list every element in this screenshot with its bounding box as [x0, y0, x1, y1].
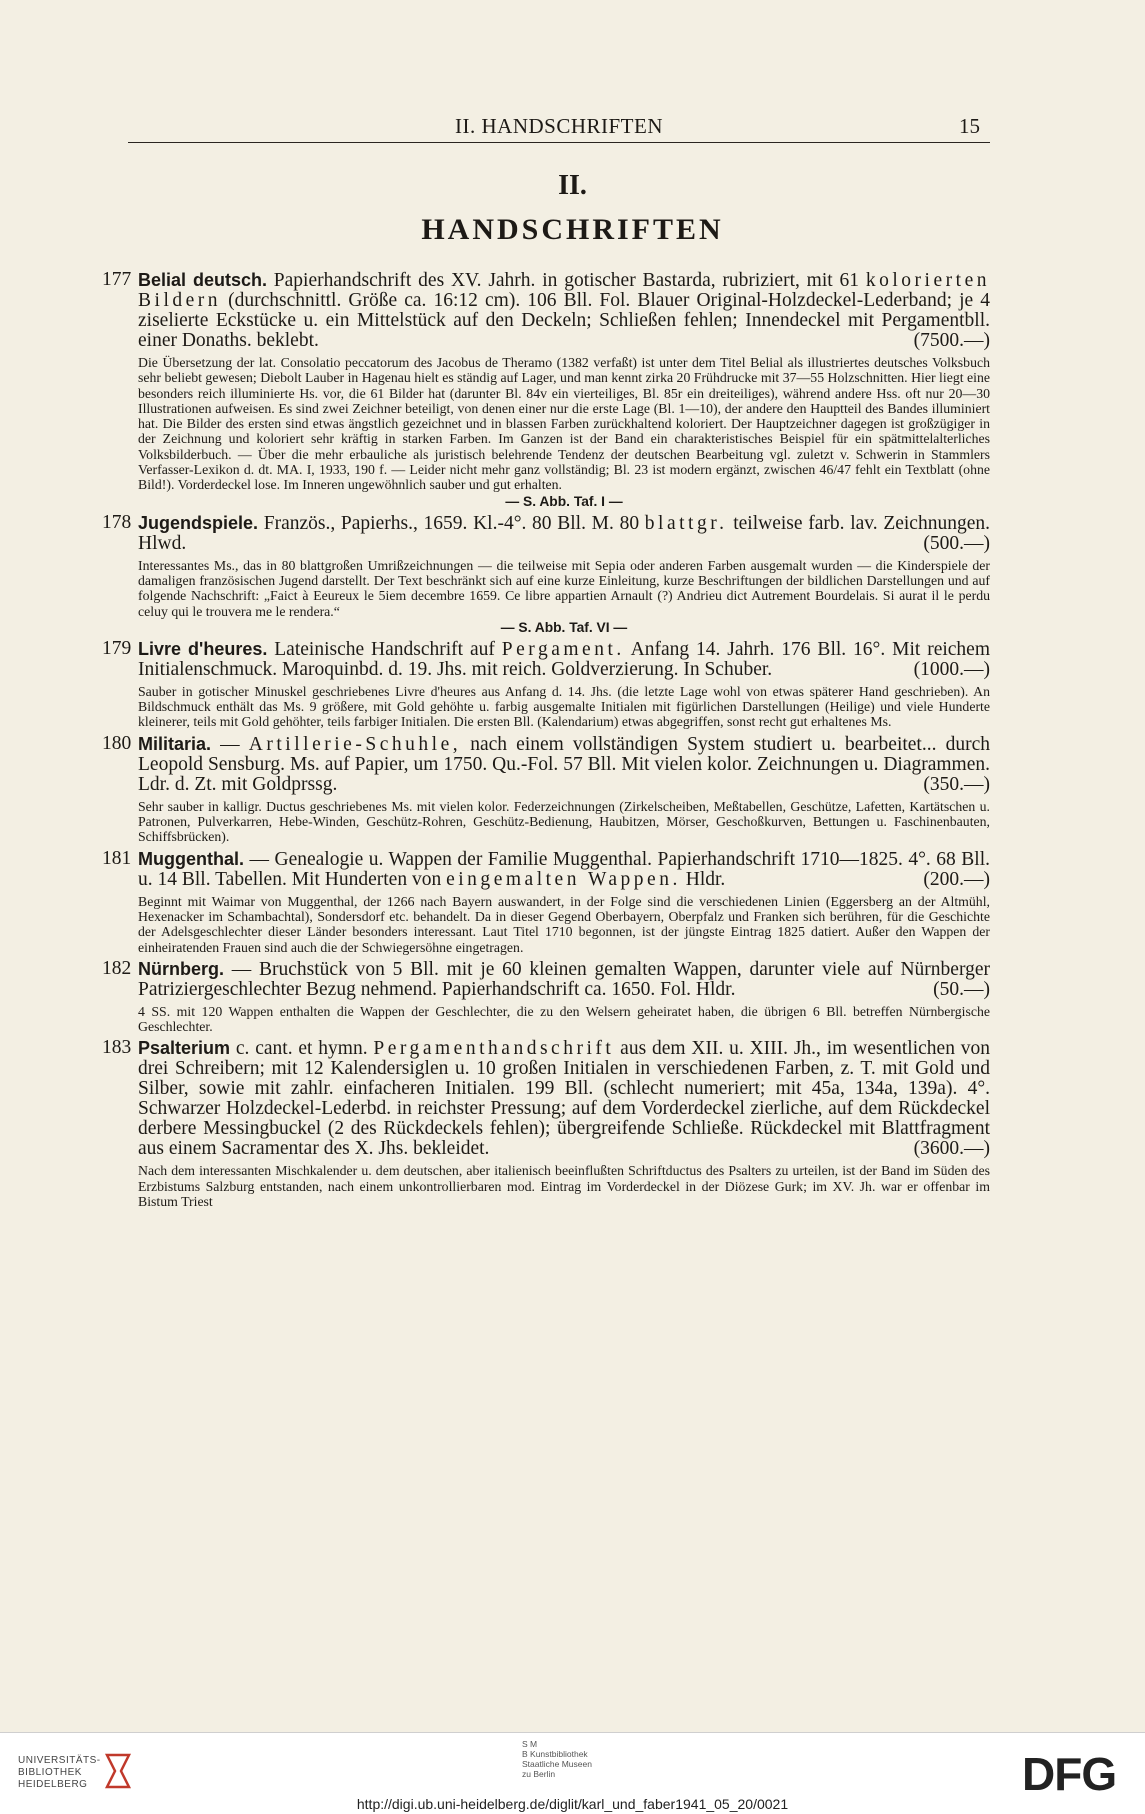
catalogue-entry-183 [102, 1038, 990, 1209]
library-emblem-icon [103, 1751, 133, 1791]
entry-text: Französ., Papierhs., 1659. Kl.-4°. 80 Bll. M. 80 [258, 512, 645, 534]
logo-text: HEIDELBERG [18, 1779, 88, 1790]
entry-description [138, 849, 990, 890]
catalogue-entry-182 [102, 959, 990, 1035]
kunstbibliothek-logo [522, 1739, 592, 1779]
entry-description [138, 270, 990, 351]
running-head [128, 112, 990, 143]
entry-number: 182 [102, 957, 132, 979]
entry-heading: Muggenthal. [138, 848, 244, 869]
logo-text: zu Berlin [522, 1769, 556, 1779]
logo-text: S M [522, 1739, 538, 1749]
entry-heading: Livre d'heures. [138, 638, 268, 659]
running-title: II. HANDSCHRIFTEN [455, 114, 663, 138]
entry-text-spaced: Artillerie-Schuhle, [248, 733, 462, 755]
entry-price: (350.—) [923, 773, 990, 795]
entry-heading: Belial deutsch. [138, 270, 267, 290]
university-library-logo [18, 1755, 101, 1791]
entry-text: nach einem vollständigen System studiert u. bearbeitet... durch Leopold Sensburg. Ms. auf Papier, um 1750. Qu.-Fol. 57 Bll. Mit vielen kolor. Zeichnungen u. Diagrammen. Ldr. d. Zt. mit Goldprssg. [138, 733, 990, 795]
logo-text: BIBLIOTHEK [18, 1767, 82, 1778]
entry-description [138, 1038, 990, 1159]
entry-text: — [211, 733, 249, 755]
entry-price: (500.—) [923, 532, 990, 554]
entries-list [102, 270, 990, 1213]
entry-note: Sauber in gotischer Minuskel geschriebenes Livre d'heures aus Anfang d. 14. Jhs. (die letzte Lage wohl von etwas späterer Hand geschrieben). An Bildschmuck enthält das Ms. 9 größere, mit Gold gehöhte u. farbig ausgemalte Initialen mit figürlichen Darstellungen (Heilige) und viele Hunderte kleinerer, teils mit Gold gehöhter, teils farbiger Initialen. Die ersten Bll. (Kalendarium) etwas abgegriffen, sonst recht gut erhaltenes Ms. [138, 683, 990, 730]
catalogue-entry-180 [102, 734, 990, 845]
entry-text: c. cant. et hymn. [230, 1038, 374, 1060]
entry-heading: Militaria. [138, 733, 212, 754]
entry-price: (50.—) [933, 978, 990, 1000]
entry-number: 179 [102, 637, 132, 659]
catalogue-entry-181 [102, 849, 990, 955]
entry-number: 177 [102, 269, 132, 290]
permalink-url[interactable]: http://digi.ub.uni-heidelberg.de/diglit/karl_und_faber1941_05_20/0021 [356, 1796, 789, 1812]
logo-text: UNIVERSITÄTS- [18, 1755, 101, 1766]
catalogue-entry-179 [102, 639, 990, 730]
entry-heading: Jugendspiele. [138, 512, 259, 533]
entry-price: (1000.—) [913, 658, 990, 680]
entry-description [138, 959, 990, 1000]
entry-text: Lateinische Handschrift auf [267, 638, 502, 660]
section-title: HANDSCHRIFTEN [421, 213, 724, 246]
entry-text: (durchschnittl. Größe ca. 16:12 cm). 106 Bll. Fol. Blauer Original-Holzdeckel-Lederband; je 4 ziselierte Eckstücke u. ein Mittelstück auf den Deckeln; Schließen fehlen; Innendeckel mit Pergamentbll. einer Donaths. beklebt. [138, 290, 990, 351]
entry-note: Nach dem interessanten Mischkalender u. dem deutschen, aber italienisch beeinflußten Schriftductus des Psalters zu urteilen, ist der Band im Süden des Erzbistums Salzburg entstanden, nach einem unkontrollierbaren mod. Eintrag im Vorderdeckel in der Diözese Gurk; im XV. Jh. war er offenbar im Bistum Triest [138, 1163, 990, 1210]
entry-text-spaced: Pergamenthandschrift [373, 1038, 615, 1060]
page-number: 15 [959, 114, 980, 138]
entry-text: aus dem XII. u. XIII. Jh., im wesentlichen von drei Schreibern; mit 12 Kalendersiglen u. 10 großen Initialen in verschiedenen Farben, z. T. mit Gold und Silber, sowie mit zahlr. einfacheren Initialen. 199 Bll. (schlecht numeriert; mit 45a, 134a, 139a). 4°. Schwarzer Holzdeckel-Lederbd. in reichster Pressung; auf dem Vorderdeckel zierliche, auf dem Rückdeckel derbere Messingbuckel (2 des Rückdeckels fehlen); übergreifende Schließe. Rückdeckel mit Blattfragment aus einem Sacramentar des X. Jhs. bekleidet. [138, 1038, 991, 1160]
entry-note: Die Übersetzung der lat. Consolatio peccatorum des Jacobus de Theramo (1382 verfaßt) ist unter dem Titel Belial als illustriertes deutsches Volksbuch sehr beliebt gewesen; Diebolt Lauber in Hagenau hielt es ständig auf Lager, und man kennt zirka 20 Frühdrucke mit 37—55 Holzschnitten. Hier liegt eine besonders reich illuminierte Hs. vor, die 61 Bilder hat (darunter Bl. 84v ein vierteiliges, Bl. 85r ein dreiteiliges), während andere Hss. oft nur 20—30 Illustrationen aufweisen. Es sind zwei Zeichner beteiligt, von denen einer nur die erste Lage (Bl. 1—10), der andere den Hauptteil des Bandes illuminiert hat. Die Bilder des ersten sind etwas ängstlich gezeichnet und in blassen Farben zurückhaltend koloriert. Der Hauptzeichner dagegen ist großzügiger in der Zeichnung und koloriert sehr kräftig in starken Farben. Im Ganzen ist der Band ein charakteristisches Beispiel für ein spätmittelalterliches Volksbilderbuch. — Über die mehr erbauliche als juristisch belehrende Tendenz der deutschen Bearbeitung vgl. zuletzt v. Schwerin in Stammlers Verfasser-Lexikon d. dt. MA. I, 1933, 190 f. — Leider nicht mehr ganz vollständig; Bl. 23 ist modern ergänzt, zwischen 46/47 fehlt ein Textblatt (ohne Bild!). Vorderdeckel lose. Im Inneren ungewöhnlich sauber und gut erhalten. [138, 355, 990, 493]
entry-note: Beginnt mit Waimar von Muggenthal, der 1266 nach Bayern auswandert, in der Folge sind die verschiedenen Linien (Eggersberg an der Altmühl, Hexenacker im Schambachtal), Sondersdorf etc. behandelt. Da in dieser Gegend Oberbayern, Oberpfalz und Franken sich berühren, für die Geschichte der Adelsgeschlechter dieser Länder besonders interessant. Laut Titel 1710 begonnen, ist der jüngste Eintrag 1825 datiert. Außer den Wappen der einheiratenden Frauen sind auch die der Schwiegersöhne eingetragen. [138, 893, 990, 955]
plate-reference: — S. Abb. Taf. VI — [500, 619, 628, 635]
entry-note: Sehr sauber in kalligr. Ductus geschriebenes Ms. mit vielen kolor. Federzeichnungen (Zirkelscheiben, Meßtabellen, Geschütze, Lafetten, Kartätschen u. Patronen, Pulverkarren, Hebe-Winden, Geschütz-Rohren, Geschütz-Bedienung, Haubitzen, Mörser, Geschoßkurven, Bettungen u. Faschinenbauten, Schiffsbrücken). [138, 798, 990, 845]
entry-text-spaced: blattgr. [644, 512, 728, 534]
entry-note: 4 SS. mit 120 Wappen enthalten die Wappen der Geschlechter, die zu den Welsern geheiratet haben, die übrigen 6 Bll. betreffen Nürnbergische Geschlechter. [138, 1003, 990, 1035]
entry-number: 181 [102, 847, 132, 869]
plate-reference: — S. Abb. Taf. I — [505, 493, 623, 509]
entry-heading: Nürnberg. [138, 958, 225, 979]
entry-price: (200.—) [923, 868, 990, 890]
logo-text: Staatliche Museen [522, 1759, 592, 1769]
entry-text-spaced: Pergament. [501, 638, 625, 660]
entry-text: Papierhandschrift des XV. Jahrh. in gotischer Bastarda, rubriziert, mit 61 [266, 270, 866, 291]
digitization-footer [0, 1732, 1145, 1814]
entry-text: — Genealogie u. Wappen der Familie Muggenthal. Papierhandschrift 1710—1825. 4°. 68 Bll. u. 14 Bll. Tabellen. Mit Hunderten von [138, 848, 990, 890]
entry-description [138, 513, 990, 554]
logo-text: B Kunstbibliothek [522, 1749, 588, 1759]
entry-text-spaced: kolorierten Bildern [138, 270, 990, 311]
catalogue-entry-178 [102, 513, 990, 635]
entry-number: 178 [102, 511, 132, 533]
entry-number: 180 [102, 732, 132, 754]
entry-text: Anfang 14. Jahrh. 176 Bll. 16°. Mit reichem Initialenschmuck. Maroquinbd. d. 19. Jhs. mit reich. Goldverzierung. In Schuber. [138, 638, 990, 680]
entry-price: (7500.—) [913, 330, 990, 351]
dfg-logo: DFG [1022, 1748, 1117, 1800]
entry-text: teilweise farb. lav. Zeichnungen. Hlwd. [138, 512, 990, 554]
entry-text-spaced: eingemalten Wappen. [446, 868, 681, 890]
entry-price: (3600.—) [913, 1138, 990, 1160]
section-numeral: II. [558, 170, 587, 201]
entry-number: 183 [102, 1037, 132, 1059]
entry-heading: Psalterium [138, 1038, 231, 1059]
entry-description [138, 734, 990, 795]
entry-note: Interessantes Ms., das in 80 blattgroßen Umrißzeichnungen — die teilweise mit Sepia oder anderen Farben ausgemalt wurden — die Kinderspiele der damaligen französischen Jugend darstellt. Der Text beschränkt sich auf eine kurze Einleitung, kurze Beschriftungen der bildlichen Darstellungen und auf folgende Nachschrift: „Faict à Eeureux le 5iem decembre 1659. Ce libre appartien Arnault (?) Andrieu dict Autrement Bourdelais. Si aurat il le perdu celuy qui le trouvera me le rendera.“ [138, 557, 990, 619]
catalogue-entry-177 [102, 270, 990, 509]
entry-text: — Bruchstück von 5 Bll. mit je 60 kleinen gemalten Wappen, darunter viele auf Nürnberger Patriziergeschlechter Bezug nehmend. Papierhandschrift ca. 1650. Fol. Hldr. [138, 958, 990, 1000]
entry-description [138, 639, 990, 680]
entry-text: Hldr. [680, 868, 726, 890]
